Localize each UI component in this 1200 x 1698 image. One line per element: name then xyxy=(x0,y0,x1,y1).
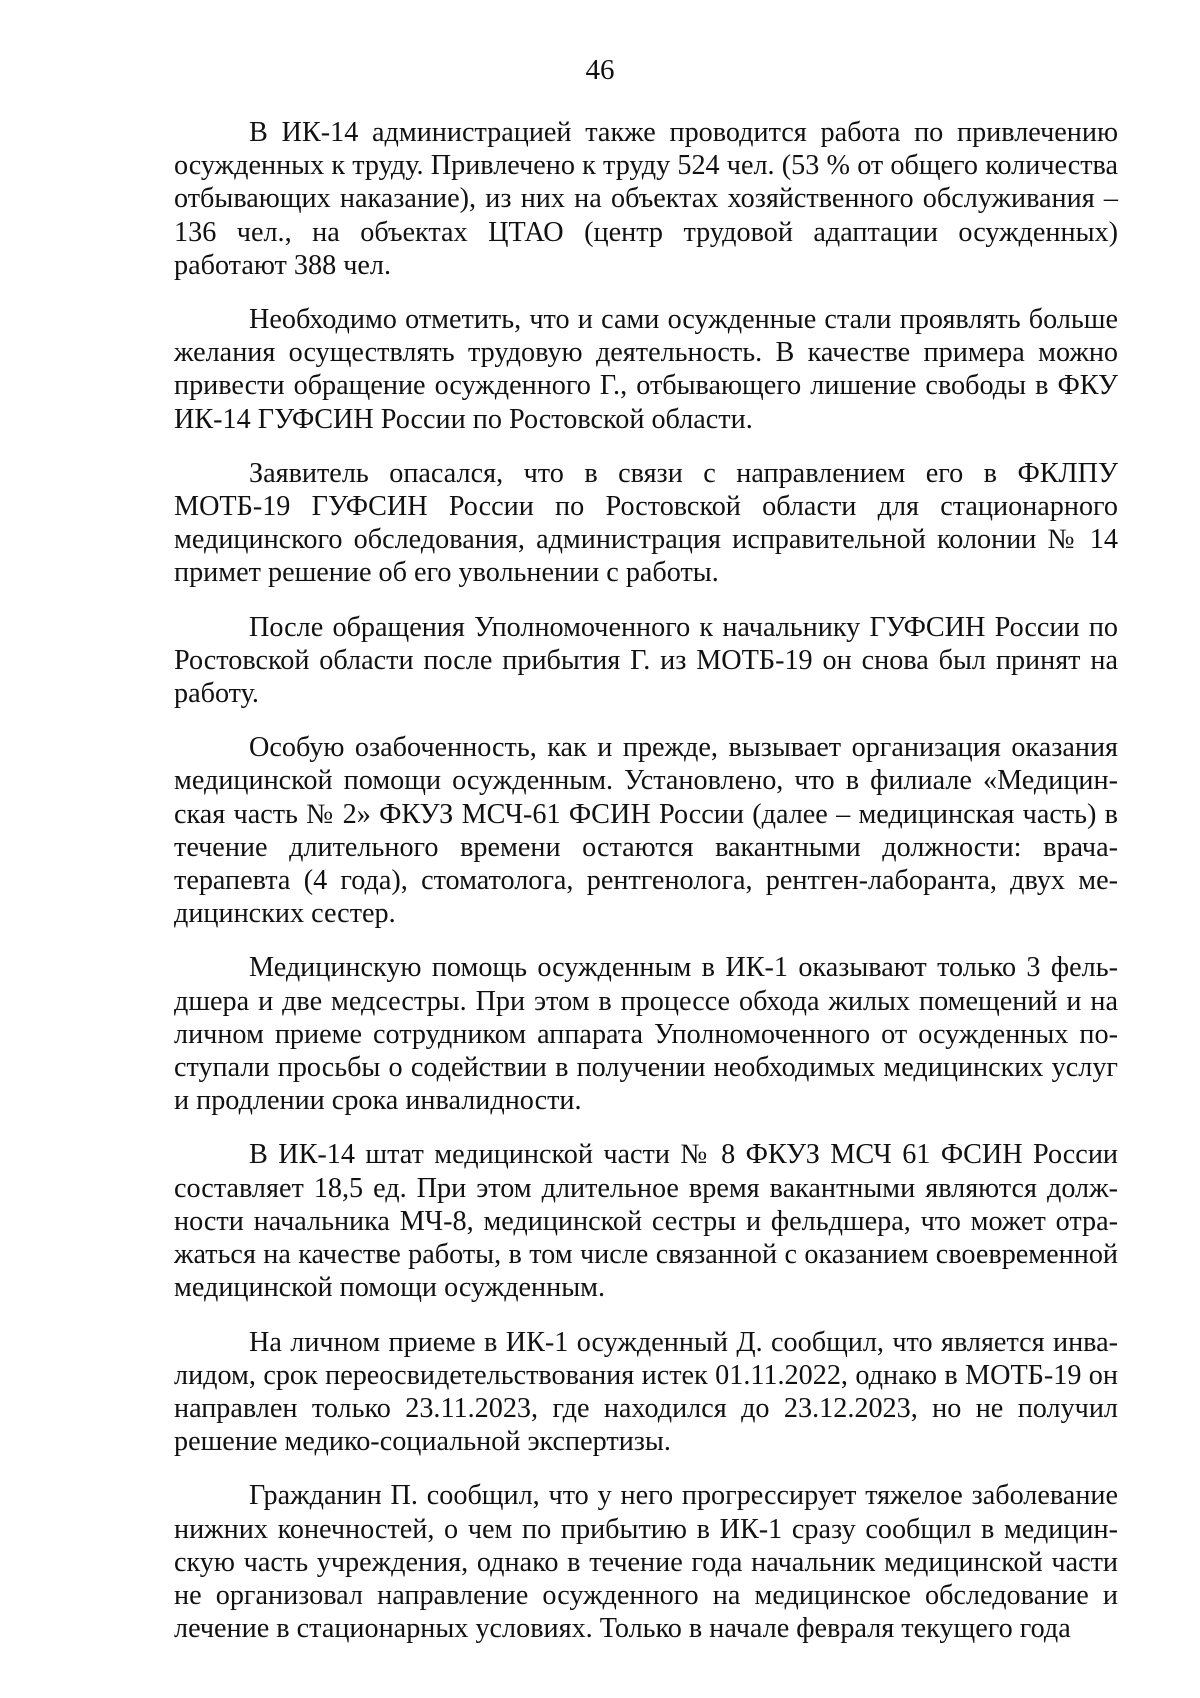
paragraph-ik14-medical-staff: В ИК-14 штат медицинской части № 8 ФКУЗ МСЧ 61 ФСИН России составляет 18,5 ед. При этом длительное время вакантными являются должности начальника МЧ-8, медицинской сестры и фельдшера, что может отражаться на качестве работы, в том числе связанной с оказанием своевременной медицинской помощи осужденным. xyxy=(174,1139,1118,1304)
paragraph-applicant-concern: Заявитель опасался, что в связи с направлением его в ФКЛПУ МОТБ-19 ГУФСИН России по Ростовской области для стационарного медицинского обследования, администрация исправительной колонии № 14 примет решение об его увольнении с работы. xyxy=(174,457,1118,589)
paragraph-rehired: После обращения Уполномоченного к начальнику ГУФСИН России по Ростовской области после прибытия Г. из МОТБ-19 он снова был принят на работу. xyxy=(174,611,1118,710)
paragraph-labor-involvement: В ИК-14 администрацией также проводится работа по привлечению осужденных к труду. Привлечено к труду 524 чел. (53 % от общего количества отбывающих наказание), из них на объектах хозяйственного обслуживания – 136 чел., на объектах ЦТАО (центр трудовой адаптации осужденных) работают 388 чел. xyxy=(174,117,1118,281)
paragraph-ik1-medical-staff: Медицинскую помощь осужденным в ИК-1 оказывают только 3 фельдшера и две медсестры. При этом в процессе обхода жилых помещений и на личном приеме сотрудником аппарата Уполномоченного от осужденных поступали просьбы о содействии в получении необходимых медицинских услуг и продлении срока инвалидности. xyxy=(174,952,1118,1117)
paragraph-disability-case: На личном приеме в ИК-1 осужденный Д. сообщил, что является инвалидом, срок переосвидетельствования истек 01.11.2022, однако в МОТБ-19 он направлен только 23.11.2023, где находился до 23.12.2023, но не получил решение медико-социальной экспертизы. xyxy=(174,1326,1118,1458)
page-number: 46 xyxy=(585,54,615,86)
paragraph-citizen-p-case: Гражданин П. сообщил, что у него прогрессирует тяжелое заболевание нижних конечностей, о чем по прибытию в ИК-1 сразу сообщил в медицинскую часть учреждения, однако в течение года начальник медицинской части не организовал направление осужденного на медицинское обследование и лечение в стационарных условиях. Только в начале февраля текущего года xyxy=(174,1480,1118,1645)
document-body xyxy=(174,116,1118,1645)
paragraph-medical-vacancies: Особую озабоченность, как и прежде, вызывает организация оказания медицинской помощи осужденным. Установлено, что в филиале «Медицинская часть № 2» ФКУЗ МСЧ-61 ФСИН России (далее – медицинская часть) в течение длительного времени остаются вакантными должности: врача-терапевта (4 года), стоматолога, рентгенолога, рентген-лаборанта, двух медицинских сестер. xyxy=(174,732,1118,930)
paragraph-work-motivation: Необходимо отметить, что и сами осужденные стали проявлять больше желания осуществлять трудовую деятельность. В качестве примера можно привести обращение осужденного Г., отбывающего лишение свободы в ФКУ ИК-14 ГУФСИН России по Ростовской области. xyxy=(174,304,1118,435)
